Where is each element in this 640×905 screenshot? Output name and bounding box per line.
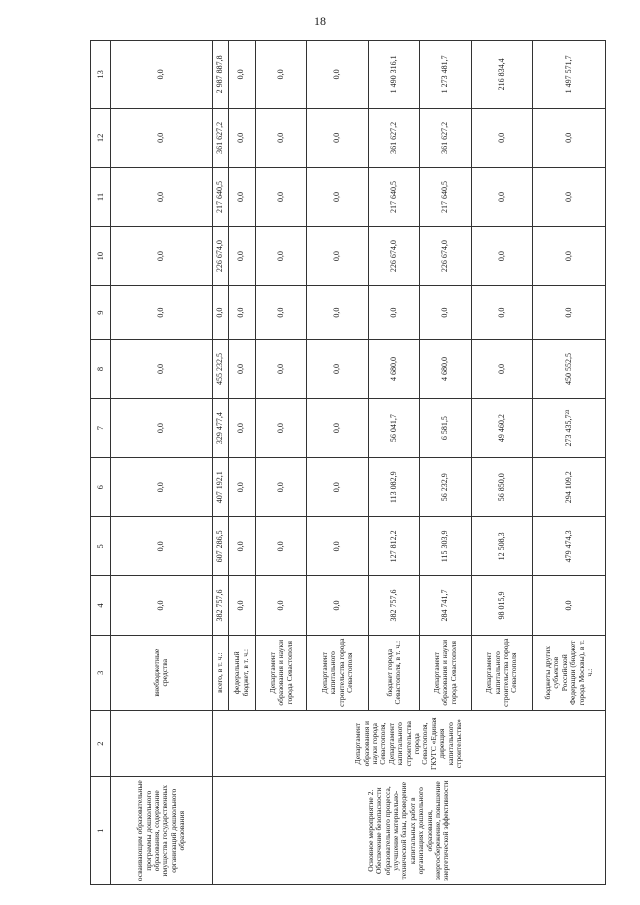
cell-value: 607 286,5 — [212, 517, 228, 576]
col-header: 10 — [91, 227, 111, 286]
cell-value: 0,0 — [111, 108, 212, 167]
cell-value: 0,0 — [256, 517, 307, 576]
cell-value: 455 232,5 — [212, 339, 228, 398]
cell-value: 0,0 — [471, 167, 533, 226]
col-header: 7 — [91, 399, 111, 458]
cell-value: 4 680,0 — [369, 339, 420, 398]
cell-value: 0,0 — [111, 41, 212, 109]
cell-value: 0,0 — [228, 399, 256, 458]
cell-value: 0,0 — [111, 286, 212, 340]
cell-value: 0,0 — [307, 458, 369, 517]
cell-value: 0,0 — [111, 227, 212, 286]
cell-value: 1 497 571,7 — [533, 41, 606, 109]
col-header: 8 — [91, 339, 111, 398]
cell-value: 0,0 — [307, 108, 369, 167]
cell-value: 329 477,4 — [212, 399, 228, 458]
cell-value: 0,0 — [256, 41, 307, 109]
cell-value: 2 987 887,8 — [212, 41, 228, 109]
cell-value: 1 273 481,7 — [420, 41, 471, 109]
col-header: 3 — [91, 635, 111, 710]
cell-value: 361 627,2 — [212, 108, 228, 167]
cell-c2 — [111, 710, 212, 777]
cell-value: 56 850,0 — [471, 458, 533, 517]
cell-value: 0,0 — [420, 286, 471, 340]
cell-value: 0,0 — [111, 517, 212, 576]
cell-value: 0,0 — [111, 167, 212, 226]
cell-value: 217 640,5 — [212, 167, 228, 226]
cell-value: 479 474,3 — [533, 517, 606, 576]
cell-value: 0,0 — [256, 108, 307, 167]
cell-value: 0,0 — [471, 227, 533, 286]
cell-value: 0,0 — [256, 167, 307, 226]
cell-value: 0,0 — [471, 339, 533, 398]
cell-c3: внебюджетные средства — [111, 635, 212, 710]
cell-value: 0,0 — [307, 399, 369, 458]
cell-value: 0,0 — [228, 339, 256, 398]
cell-value: 12 508,3 — [471, 517, 533, 576]
col-header: 12 — [91, 108, 111, 167]
cell-value: 226 674,0 — [212, 227, 228, 286]
cell-value: 0,0 — [111, 458, 212, 517]
col-header: 9 — [91, 286, 111, 340]
cell-value: 0,0 — [228, 517, 256, 576]
cell-value: 0,0 — [533, 167, 606, 226]
cell-value: 0,0 — [256, 339, 307, 398]
cell-value: 216 834,4 — [471, 41, 533, 109]
cell-c3: бюджеты других субъектов Российской Федерации (бюджет города Москвы), в т. ч.: — [533, 635, 606, 710]
table-row — [111, 41, 212, 885]
cell-value: 0,0 — [307, 227, 369, 286]
cell-value: 6 581,5 — [420, 399, 471, 458]
cell-value: 0,0 — [256, 399, 307, 458]
cell-value: 0,0 — [533, 108, 606, 167]
block-measure-name: Основное мероприятие 2. Обеспечение безопасности образовательного процесса, улучшение материально-технической базы, проведение капитальных работ в организациях дошкольного образования, энергосбережение, повышение энергетической эффективности — [212, 777, 605, 885]
cell-value: 226 674,0 — [369, 227, 420, 286]
cell-value: 0,0 — [111, 576, 212, 635]
col-header: 13 — [91, 41, 111, 109]
cell-value: 0,0 — [307, 41, 369, 109]
cell-value: 284 741,7 — [420, 576, 471, 635]
cell-value: 0,0 — [533, 576, 606, 635]
cell-c1: осваивающим образовательные программы дошкольного образования, содержание имущества государственных организаций дошкольного образования — [111, 777, 212, 885]
cell-value: 294 109,2 — [533, 458, 606, 517]
col-header: 2 — [91, 710, 111, 777]
cell-value: 217 640,5 — [369, 167, 420, 226]
cell-value: 4 680,0 — [420, 339, 471, 398]
cell-value: 115 303,9 — [420, 517, 471, 576]
cell-value: 0,0 — [533, 286, 606, 340]
cell-value: 0,0 — [111, 399, 212, 458]
cell-value: 361 627,2 — [369, 108, 420, 167]
cell-value: 0,0 — [256, 576, 307, 635]
cell-c3: федеральный бюджет, в т. ч.: — [228, 635, 256, 710]
cell-value: 0,0 — [228, 286, 256, 340]
table-row — [212, 41, 228, 885]
cell-value: 0,0 — [307, 286, 369, 340]
cell-value: 0,0 — [228, 458, 256, 517]
cell-value: 56 041,7 — [369, 399, 420, 458]
cell-value: 56 232,9 — [420, 458, 471, 517]
cell-value: 49 460,2 — [471, 399, 533, 458]
cell-value: 0,0 — [307, 167, 369, 226]
cell-value: 0,0 — [228, 576, 256, 635]
cell-c3: Департамент капитального строительства города Севастополя — [307, 635, 369, 710]
col-header: 11 — [91, 167, 111, 226]
cell-value: 0,0 — [533, 227, 606, 286]
cell-value: 0,0 — [111, 339, 212, 398]
cell-value: 382 757,6 — [212, 576, 228, 635]
rotated-table-container — [90, 40, 606, 885]
cell-value: 113 082,9 — [369, 458, 420, 517]
cell-value: 0,0 — [256, 286, 307, 340]
cell-c3: Департамент капитального строительства города Севастополя — [471, 635, 533, 710]
cell-value: 0,0 — [307, 517, 369, 576]
cell-value: 0,0 — [212, 286, 228, 340]
cell-value: 0,0 — [228, 108, 256, 167]
page-number: 18 — [314, 14, 326, 28]
cell-value: 0,0 — [228, 167, 256, 226]
cell-value: 1 490 316,1 — [369, 41, 420, 109]
cell-value: 273 435,7²³ — [533, 399, 606, 458]
cell-value: 361 627,2 — [420, 108, 471, 167]
cell-value: 0,0 — [307, 576, 369, 635]
cell-value: 0,0 — [471, 108, 533, 167]
cell-value: 0,0 — [228, 227, 256, 286]
cell-value: 0,0 — [256, 227, 307, 286]
col-header: 4 — [91, 576, 111, 635]
cell-c3: Департамент образования и науки города Севастополя — [420, 635, 471, 710]
block-responsible: Департамент образования и науки города Севастополя, Департамент капитального строительства города Севастополя, ГКУГС «Единая дирекция капитального строительства» — [212, 710, 605, 777]
cell-value: 98 015,9 — [471, 576, 533, 635]
cell-value: 0,0 — [256, 458, 307, 517]
column-number-row — [91, 41, 111, 885]
col-header: 1 — [91, 777, 111, 885]
cell-value: 0,0 — [369, 286, 420, 340]
cell-c3: Департамент образования и науки города Севастополя — [256, 635, 307, 710]
cell-value: 127 812,2 — [369, 517, 420, 576]
budget-table — [90, 40, 606, 885]
col-header: 5 — [91, 517, 111, 576]
cell-c3: бюджет города Севастополя, в т. ч.: — [369, 635, 420, 710]
cell-value: 0,0 — [228, 41, 256, 109]
cell-value: 0,0 — [307, 339, 369, 398]
cell-c3: всего, в т. ч.: — [212, 635, 228, 710]
cell-value: 382 757,6 — [369, 576, 420, 635]
col-header: 6 — [91, 458, 111, 517]
cell-value: 450 552,5 — [533, 339, 606, 398]
cell-value: 0,0 — [471, 286, 533, 340]
cell-value: 407 192,1 — [212, 458, 228, 517]
cell-value: 217 640,5 — [420, 167, 471, 226]
cell-value: 226 674,0 — [420, 227, 471, 286]
